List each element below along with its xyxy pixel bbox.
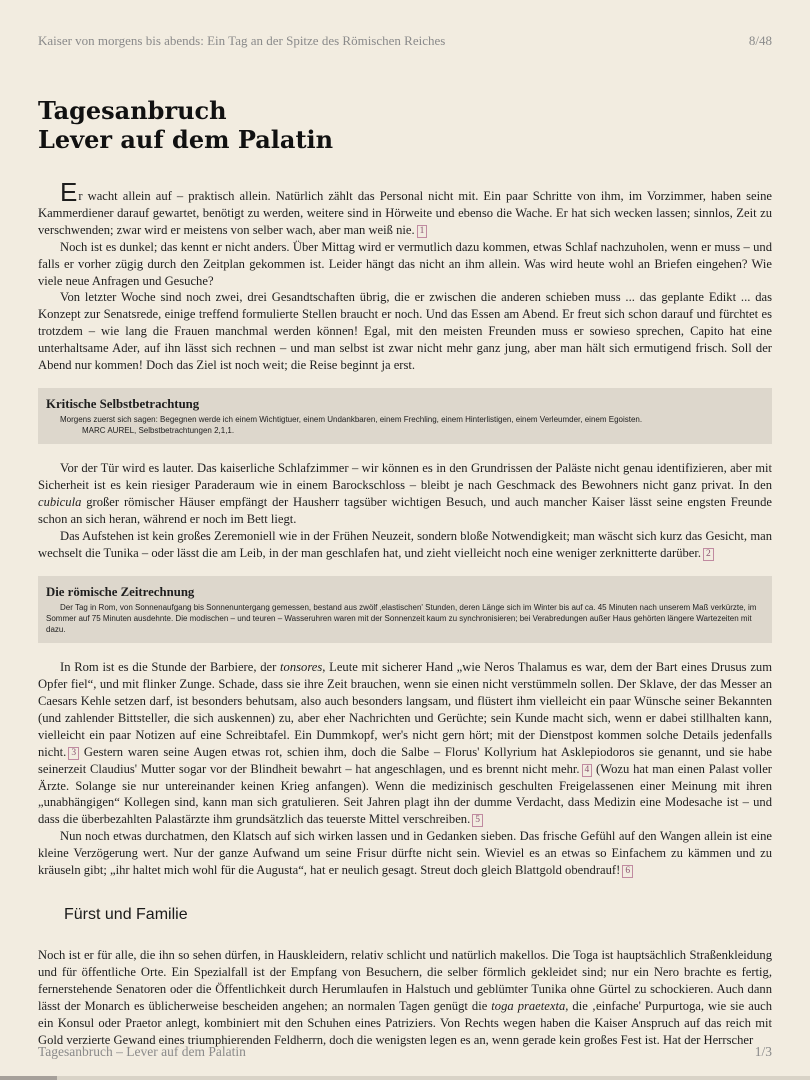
page-indicator: 8/48 xyxy=(748,33,772,48)
paragraph: Nun noch etwas durchatmen, den Klatsch auf sich wirken lassen und in Gedanken sieben. Das frische Gefühl auf den Wangen allein ist eine kleine Verzögerung wert. Nur der ganze Aufwand um seine Frisur dürfte nicht sein. Wieviel es an etwas so Einfachem zu kämmen und zu kräuseln gibt; „ihr haltet mich wohl für die Augusta“, hat er neulich gesagt. Streut doch gleich Blattgold obendrauf! 6 xyxy=(38,829,772,878)
footnote-link[interactable]: 4 xyxy=(582,764,593,777)
chapter-title-line2: Lever auf dem Palatin xyxy=(38,125,334,154)
info-box-text: Der Tag in Rom, von Sonnenaufgang bis Sonnenuntergang gemessen, bestand aus zwölf ‚elastischen' Stunden, deren Länge sich im Winter bis auf ca. 45 Minuten nach unserem Maß verkürzte, im Sommer auf 75 Minuten ausdehnte. Die modischen – und teuren – Wasseruhren waren mit der Sonnenzeit kaum zu synchronisieren; bei Verabredungen außer Haus gehörten längere Wartezeiten mit dazu. xyxy=(46,602,757,635)
info-box xyxy=(38,576,772,644)
footnote-link[interactable]: 2 xyxy=(703,548,714,561)
paragraph: Noch ist er für alle, die ihn so sehen dürfen, in Hauskleidern, relativ schlicht und natürlich makellos. Die Toga ist hauptsächlich Straßenkleidung und für öffentliche Orte. Ein Spezialfall ist der Empfang von Besuchern, die selber förmlich gekleidet sind; nur ein Nero brachte es fertig, fernerstehende Senatoren oder die Öffentlichkeit durch Herumlaufen in Halstuch und geblümter Tunika ohne Gürtel zu schockieren. Auch dann lässt der Monarch es üblicherweise bescheiden angehen; an normalen Tagen genügt die toga praetexta, die ‚einfache' Purpurtoga, wie sie auch ein Konsul oder Praetor anlegt, kombiniert mit den Schuhen eines Patriziers. Von Rechts wegen haben die Kaiser Anspruch auf das reich mit Gold verzierte Gewand eines triumphierenden Feldherrn, doch die wenigsten legen es an, wenn gerade kein großes Fest ist. Hat der Herrscher xyxy=(38,948,772,1047)
paragraph: Noch ist es dunkel; das kennt er nicht anders. Über Mittag wird er vermutlich dazu kommen, etwas Schlaf nachzuholen, wenn er muss – und falls er vorher zügig durch den Zeitplan gekommen ist. Leider hängt das nicht an ihm allein. Was wird heute wohl an Briefen eingehen? Wie viele neue Anfragen und Gesuche? xyxy=(38,239,772,288)
reading-progress-fill xyxy=(0,1076,57,1080)
paragraph: Von letzter Woche sind noch zwei, drei Gesandtschaften übrig, die er zwischen die anderen schieben muss ... das geplante Edikt ... das Konzept zur Senatsrede, einige treffend formulierte Stellen braucht er noch. Und das Essen am Abend. Er freut sich schon darauf und fürchtet es trotzdem – wie lang die Frauen manchmal werden können! Egal, mit den meisten Freunden muss er sowieso sprechen, Capito hat eine unterhaltsame Ader, auf ihn lässt sich rechnen – und man selbst ist zwar nicht mehr ganz jung, aber man hält sich ermutigend frisch. Soll der Abend nur kommen! Doch das Ziel ist noch weit; die Reise beginnt ja erst. xyxy=(38,290,772,373)
info-box-text: Morgens zuerst sich sagen: Begegnen werde ich einem Wichtigtuer, einem Undankbaren, einem Frechling, einem Hinterlistigen, einem Verleumder, einem Egoisten. xyxy=(60,414,643,424)
reading-progress-bar[interactable] xyxy=(0,1076,810,1080)
chapter-title xyxy=(38,96,772,154)
running-footer xyxy=(38,1044,772,1060)
footnote-link[interactable]: 5 xyxy=(472,814,483,827)
footnote-link[interactable]: 3 xyxy=(68,747,79,760)
reading-content xyxy=(38,96,772,1048)
chapter-label: Tagesanbruch – Lever auf dem Palatin xyxy=(38,1044,246,1059)
paragraph: Er wacht allein auf – praktisch allein. Natürlich zählt das Personal nicht mit. Ein paar Schritte von ihm, im Vorzimmer, haben seine Kammerdiener darauf gewartet, benötigt zu werden, weitere sind in Hörweite und ebenso die Wache. Er hat sich wecken lassen; sinnlos, Zeit zu verschwenden; zwar wird er meistens von selber wach, aber man weiß nie. 1 xyxy=(38,177,772,237)
info-box xyxy=(38,388,772,444)
paragraph: Vor der Tür wird es lauter. Das kaiserliche Schlafzimmer – wir können es in den Grundrissen der Paläste nicht genau identifizieren, aber mit Sicherheit ist es kein riesiger Paraderaum wie in einem Barockschloss – bleibt je nach Geschmack des Bewohners nicht ganz privat. In den cubicula großer römischer Häuser empfängt der Hausherr tagsüber wichtigen Besuch, und auch mancher Kaiser lässt seine engsten Freunde schon an sich heran, während er noch im Bett liegt. xyxy=(38,461,772,526)
info-box-title: Die römische Zeitrechnung xyxy=(46,584,195,599)
section-heading: Fürst und Familie xyxy=(64,906,188,923)
running-header xyxy=(38,33,772,49)
chapter-page-indicator: 1/3 xyxy=(754,1044,772,1059)
book-title: Kaiser von morgens bis abends: Ein Tag an der Spitze des Römischen Reiches xyxy=(38,33,446,48)
paragraph: In Rom ist es die Stunde der Barbiere, der tonsores, Leute mit sicherer Hand „wie Neros Thalamus es war, dem der Bart eines Drusus zum Opfer fiel“, und mit flinker Zunge. Schade, dass sie ihre Zeit brauchen, wenn sie einen nicht verstümmeln sollen. Der Sklave, der das Messer an Caesars Kehle setzen darf, ist besonders behutsam, also auch besonders langsam, und flüstert ihm vielleicht ein paar Wünsche seiner Bekannten (und zahlender Bittsteller, die sich auskennen) zu, aber eher Nachrichten und Gerüchte; sein Kunde macht sich, wenn er dabei stillhalten kann, vielleicht ein paar Notizen auf eine Schreibtafel. Ein Dummkopf, wer's nicht gern hört; mit der Dienstpost kommen solche Details jedenfalls nicht. 3 Gestern waren seine Augen etwas rot, schien ihm, doch die Salbe – Florus' Kollyrium hat Asklepiodoros sie genannt, und sie habe seinerzeit Claudius' Mutter sogar vor der Blindheit bewahrt – hat angeschlagen, und es brennt nicht mehr. 4 (Wozu hat man einen Palast voller Ärzte. Solange sie nur untereinander keinen Krieg anfangen). Wenn die medizinisch geschulten Freigelassenen einer Meinung mit ihren „unabhängigen“ Kollegen sind, kann man sich gratulieren. Seit Jahren plagt ihn der dumme Verdacht, dass Medizin eine Modesache ist – und dass die überbezahlten Palastärzte ihm grundsätzlich das teuerste Mittel verschreiben. 5 xyxy=(38,660,773,827)
chapter-title-line1: Tagesanbruch xyxy=(38,96,227,125)
drop-cap: E xyxy=(60,177,78,207)
paragraph: Das Aufstehen ist kein großes Zeremoniell wie in der Frühen Neuzeit, sondern bloße Notwendigkeit; man wäscht sich kurz das Gesicht, man wechselt die Tunika – oder lässt die am Leib, in der man geschlafen hat, und zieht vielleicht noch eine weniger zerknitterte darüber. 2 xyxy=(38,528,772,560)
info-box-source: MARC AUREL, Selbstbetrachtungen 2,1,1. xyxy=(82,426,235,436)
info-box-title: Kritische Selbstbetrachtung xyxy=(46,396,200,411)
footnote-link[interactable]: 1 xyxy=(417,225,428,238)
footnote-link[interactable]: 6 xyxy=(622,865,633,878)
